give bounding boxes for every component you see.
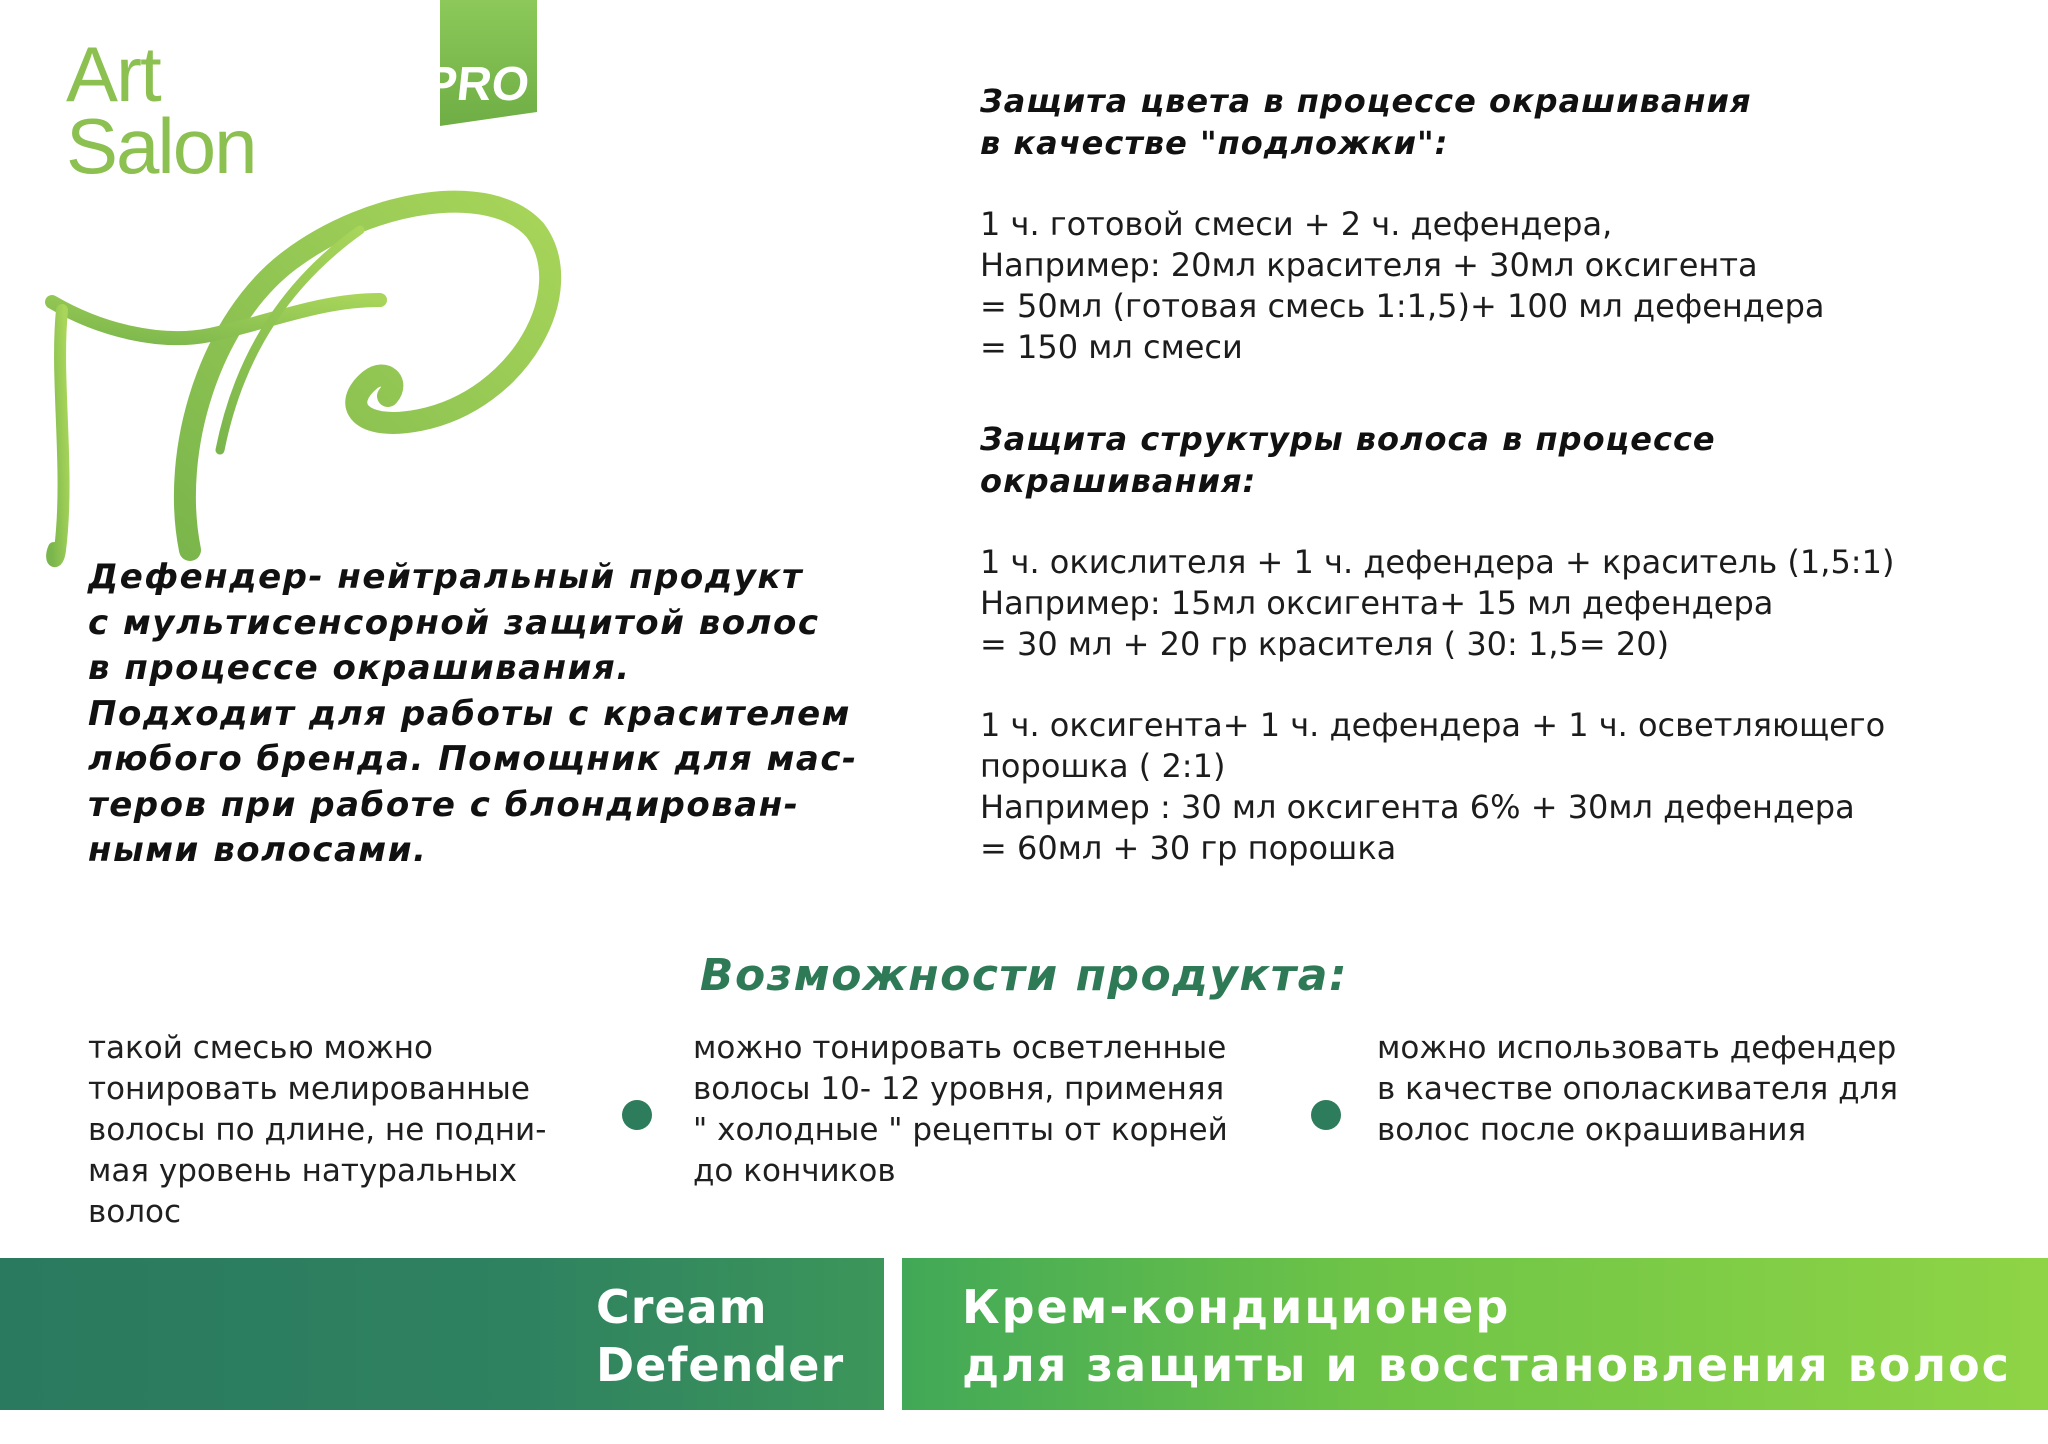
product-intro: Дефендер- нейтральный продукт с мультисенсорной защитой волос в процессе окрашивания. Подходит для работы с красителем любого бренда. Помощник для мас- теров при работе с блондирован- ными волосами. [88,557,858,870]
recipe-2-body: 1 ч. окислителя + 1 ч. дефендера + краситель (1,5:1) Например: 15мл оксигента+ 15 мл дефендера = 30 мл + 20 гр красителя ( 30: 1,5= 20) [980,543,1895,663]
pro-badge-text: PRO [422,57,533,111]
feature-item: такой смесью можно тонировать мелированные волосы по длине, не подни- мая уровень натуральных волос [88,1030,547,1230]
bullet-dot-icon [1311,1100,1341,1130]
bullet-dot-icon [622,1100,652,1130]
recipes-column [980,80,2000,869]
recipe-1-heading: Защита цвета в процессе окрашивания в качестве "подложки": [980,82,1752,162]
product-description: Крем-кондиционер для защиты и восстановления волос [962,1280,2011,1392]
logo-line-art: Art [66,30,160,118]
recipe-2-heading: Защита структуры волоса в процессе окрашивания: [980,420,1716,500]
recipe-1-body: 1 ч. готовой смеси + 2 ч. дефендера, Например: 20мл красителя + 30мл оксигента = 50мл (готовая смесь 1:1,5)+ 100 мл дефендера = 150 мл смеси [980,205,1825,366]
product-name: Cream Defender [596,1280,845,1392]
logo-swirl-graphic [40,150,560,570]
logo-line-salon: Salon [66,102,256,190]
feature-item: можно тонировать осветленные волосы 10- 12 уровня, применяя " холодные " рецепты от корней до кончиков [693,1030,1228,1189]
pro-badge [422,0,537,126]
recipe-3-body: 1 ч. оксигента+ 1 ч. дефендера + 1 ч. осветляющего порошка ( 2:1) Например : 30 мл оксигента 6% + 30мл дефендера = 60мл + 30 гр порошка [980,706,1886,867]
features-title: Возможности продукта: [699,950,1349,1001]
feature-item: можно использовать дефендер в качестве ополаскивателя для волос после окрашивания [1377,1030,1899,1148]
